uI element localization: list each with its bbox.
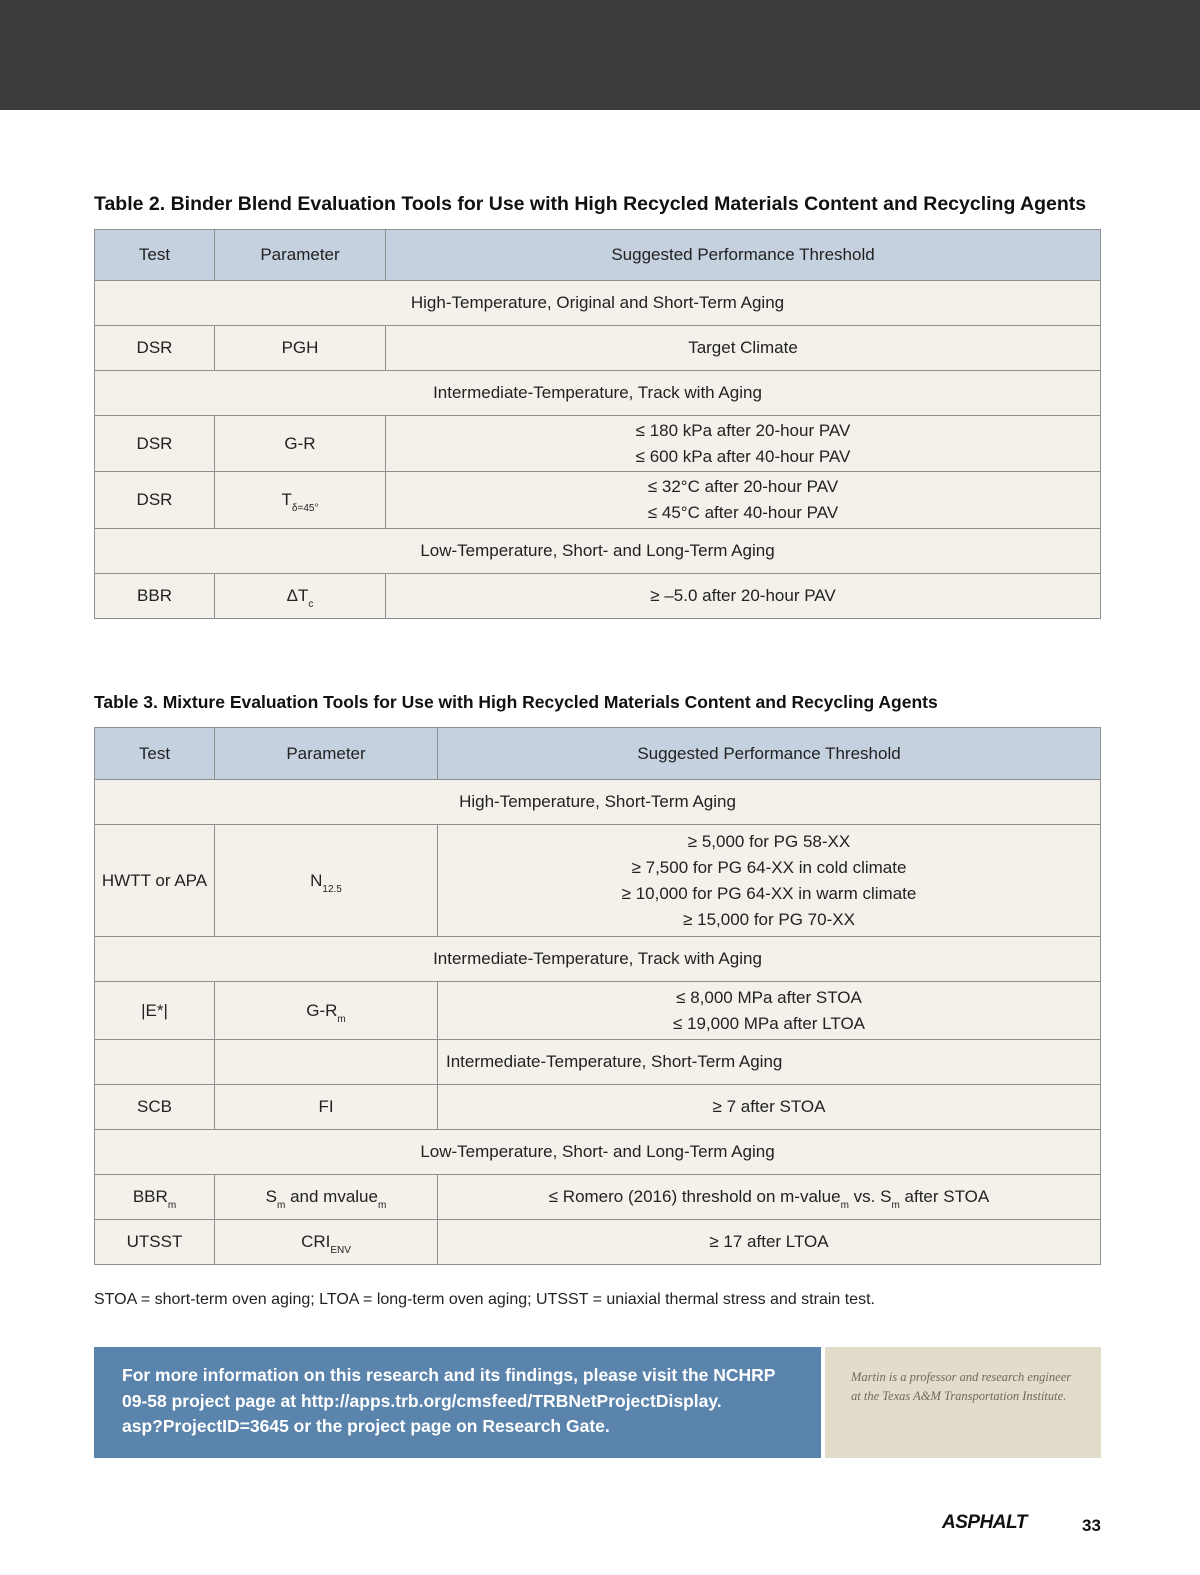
header-threshold: Suggested Performance Threshold: [386, 230, 1101, 281]
table-3-caption: Table 3. Mixture Evaluation Tools for Use with High Recycled Materials Content and Recycling Agents: [94, 692, 938, 712]
parameter-cell: [215, 982, 438, 1040]
binder-blend-table: [94, 229, 1101, 619]
table-row: [95, 326, 1101, 371]
parameter-symbol: G-R: [306, 1000, 338, 1020]
header-parameter: Parameter: [215, 230, 386, 281]
table-row: [95, 472, 1101, 529]
author-bio-box: [825, 1347, 1101, 1458]
threshold-text: ≤ Romero (2016) threshold on m-value: [548, 1187, 841, 1206]
header-threshold: Suggested Performance Threshold: [438, 728, 1101, 780]
threshold-cell: [438, 982, 1101, 1040]
empty-cell: [95, 1040, 215, 1085]
test-cell: HWTT or APA: [95, 825, 215, 937]
parameter-cell: G-R: [215, 416, 386, 472]
section-row: High-Temperature, Short-Term Aging: [95, 780, 1101, 825]
table-row: [95, 825, 1101, 937]
threshold-text: vs. S: [848, 1187, 892, 1206]
table-footnote: STOA = short-term oven aging; LTOA = long-term oven aging; UTSST = uniaxial thermal stress and strain test.: [94, 1291, 875, 1308]
threshold-line: ≥ 10,000 for PG 64-XX in warm climate: [621, 883, 917, 903]
mixture-table: [94, 727, 1101, 1265]
parameter-cell: [215, 574, 386, 619]
header-parameter: Parameter: [215, 728, 438, 780]
threshold-line: ≥ 7,500 for PG 64-XX in cold climate: [631, 857, 907, 877]
threshold-cell: ≥ 7 after STOA: [438, 1085, 1101, 1130]
threshold-line: ≤ 19,000 MPa after LTOA: [672, 1013, 866, 1033]
section-row: High-Temperature, Original and Short-Term Aging: [95, 281, 1101, 326]
more-info-box: [94, 1347, 821, 1458]
parameter-subscript: ENV: [330, 1245, 351, 1256]
section-row: Low-Temperature, Short- and Long-Term Aging: [95, 1130, 1101, 1175]
threshold-cell: [438, 825, 1101, 937]
test-cell: DSR: [95, 416, 215, 472]
threshold-cell: ≥ 17 after LTOA: [438, 1220, 1101, 1265]
parameter-symbol: ΔT: [286, 586, 309, 605]
parameter-cell: [215, 825, 438, 937]
threshold-line: ≥ 5,000 for PG 58-XX: [687, 831, 851, 851]
section-row: Intermediate-Temperature, Track with Aging: [95, 371, 1101, 416]
asphalt-logo: ASPHALT: [942, 1512, 1027, 1533]
empty-cell: [215, 1040, 438, 1085]
table-row: [95, 982, 1101, 1040]
test-cell: [95, 1175, 215, 1220]
threshold-line: ≤ 180 kPa after 20-hour PAV: [635, 420, 851, 440]
threshold-line: ≤ 8,000 MPa after STOA: [676, 987, 862, 1007]
info-line: For more information on this research and its findings, please visit the NCHRP: [122, 1365, 776, 1385]
parameter-symbol: S: [265, 1187, 278, 1206]
author-line: Martin is a professor and research engineer: [851, 1370, 1072, 1384]
threshold-line: ≤ 45°C after 40-hour PAV: [647, 503, 839, 522]
test-cell: DSR: [95, 326, 215, 371]
table-row: [95, 574, 1101, 619]
threshold-subscript: m: [840, 1200, 849, 1211]
parameter-cell: [215, 472, 386, 529]
threshold-text: after STOA: [899, 1187, 990, 1206]
info-line: 09-58 project page at http://apps.trb.org/cmsfeed/TRBNetProjectDisplay.: [122, 1390, 722, 1411]
parameter-cell: [215, 1175, 438, 1220]
parameter-subscript: 12.5: [322, 883, 342, 895]
author-line: at the Texas A&M Transportation Institute.: [851, 1389, 1067, 1403]
test-cell: BBR: [95, 574, 215, 619]
table-row: [95, 1175, 1101, 1220]
test-cell: SCB: [95, 1085, 215, 1130]
section-row: Low-Temperature, Short- and Long-Term Aging: [95, 529, 1101, 574]
parameter-symbol: T: [281, 490, 292, 509]
threshold-subscript: m: [891, 1200, 900, 1211]
parameter-cell: [215, 1220, 438, 1265]
section-row: Intermediate-Temperature, Short-Term Aging: [438, 1040, 1101, 1085]
test-subscript: m: [167, 1200, 177, 1211]
page-number: 33: [1082, 1516, 1101, 1535]
parameter-symbol: CRI: [301, 1232, 331, 1251]
header-test: Test: [95, 728, 215, 780]
threshold-cell: Target Climate: [386, 326, 1101, 371]
section-row: Intermediate-Temperature, Track with Aging: [95, 937, 1101, 982]
parameter-subscript: m: [337, 1013, 346, 1025]
header-test: Test: [95, 230, 215, 281]
top-banner: [0, 0, 1200, 110]
threshold-cell: ≥ –5.0 after 20-hour PAV: [386, 574, 1101, 619]
parameter-text: and mvalue: [285, 1187, 378, 1206]
parameter-subscript: m: [277, 1200, 286, 1211]
threshold-line: ≤ 32°C after 20-hour PAV: [647, 477, 839, 496]
parameter-subscript: c: [308, 599, 314, 610]
parameter-subscript: δ=45°: [291, 503, 319, 514]
threshold-line: ≥ 15,000 for PG 70-XX: [683, 909, 855, 929]
test-cell: UTSST: [95, 1220, 215, 1265]
parameter-cell: PGH: [215, 326, 386, 371]
test-cell: |E*|: [95, 982, 215, 1040]
table-row: [95, 1085, 1101, 1130]
table-2-caption: Table 2. Binder Blend Evaluation Tools for Use with High Recycled Materials Content and Recycling Agents: [94, 193, 1087, 215]
parameter-cell: FI: [215, 1085, 438, 1130]
test-symbol: BBR: [132, 1187, 168, 1206]
threshold-cell: [386, 416, 1101, 472]
threshold-line: ≤ 600 kPa after 40-hour PAV: [635, 446, 851, 466]
threshold-cell: [386, 472, 1101, 529]
info-line: asp?ProjectID=3645 or the project page on Research Gate.: [122, 1416, 610, 1436]
parameter-symbol: N: [310, 870, 323, 890]
test-cell: DSR: [95, 472, 215, 529]
table-row: [95, 416, 1101, 472]
table-row: [95, 1220, 1101, 1265]
threshold-cell: [438, 1175, 1101, 1220]
parameter-subscript: m: [377, 1200, 387, 1211]
